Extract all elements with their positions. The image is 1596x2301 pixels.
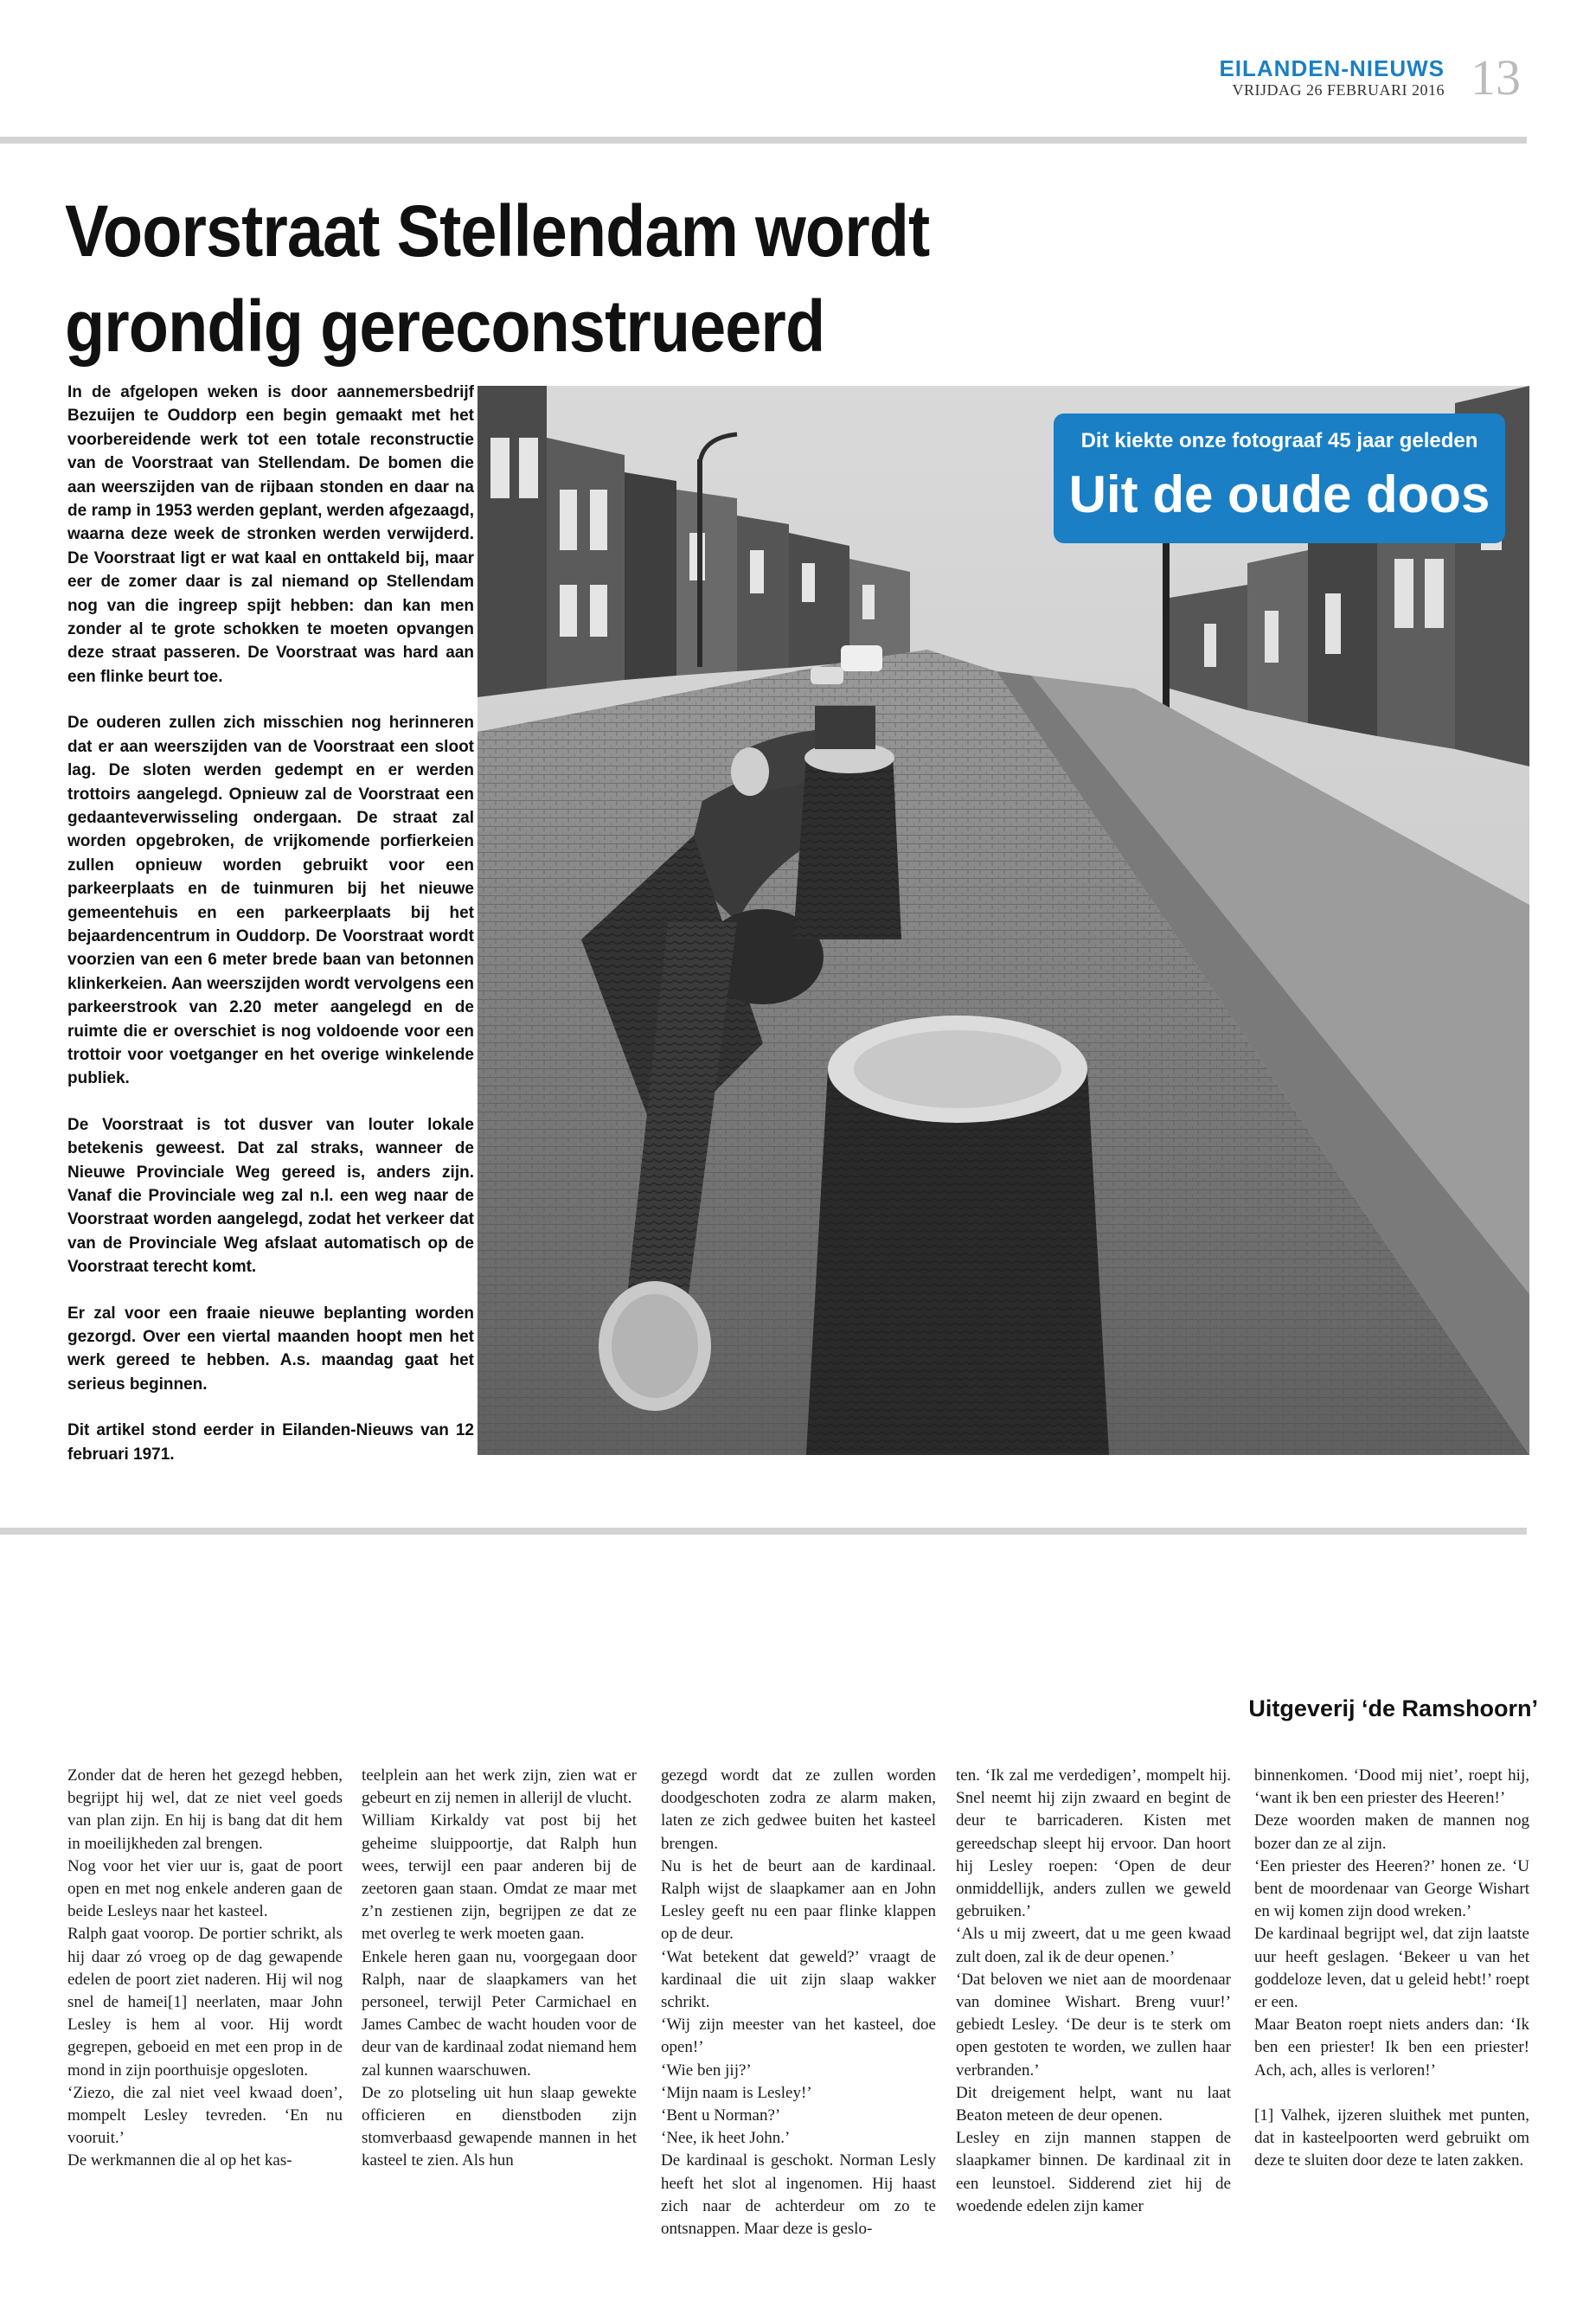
serial-column-1 [67,1765,343,2173]
section-badge [1054,413,1505,543]
article-paragraph: Dit artikel stond eerder in Eilanden-Nieuws van 12 februari 1971. [67,1421,474,1464]
top-divider [0,137,1527,144]
article-headline: Voorstraat Stellendam wordt grondig gereconstrueerd [65,190,930,367]
serial-paragraph: De werkmannen die al op het kas- [67,2151,292,2170]
serial-paragraph: ‘Wat betekent dat geweld?’ vraagt de kardinaal die uit zijn slaap wakker schrikt. [661,1947,936,2012]
article-paragraph: Er zal voor een fraaie nieuwe beplanting worden gezorgd. Over een viertal maanden hoopt men het werk gereed te hebben. A.s. maandag gaat het serieus beginnen. [67,1304,474,1394]
issue-date: VRIJDAG 26 FEBRUARI 2016 [1232,81,1445,99]
serial-paragraph: Zonder dat de heren het gezegd hebben, begrijpt hij wel, dat ze niet veel goeds van plan zijn. En hij is bang dat dit hem in moeilijkheden zal brengen. [67,1766,343,1853]
serial-paragraph: De kardinaal is geschokt. Norman Lesly heeft het slot al ingenomen. Hij haast zich naar de achterdeur om zo te ontsnappen. Maar deze is geslo- [661,2151,936,2239]
article-paragraph: De ouderen zullen zich misschien nog herinneren dat er aan weerszijden van de Voorstraat een sloot lag. De sloten werden gedempt en er werden trottoirs aangelegd. Opnieuw zal de Voorstraat een gedaanteverwisseling ondergaan. De straat zal worden opgebroken, de vrijkomende porfierkeien zullen opnieuw worden gebruikt voor een parkeerplaats en de tuinmuren bij het nieuwe gemeentehuis en een parkeerplaats bij het bejaardencentrum in Ouddorp. De Voorstraat wordt voorzien van een 6 meter brede baan van betonnen klinkerkeien. Aan weerszijden wordt vervolgens een parkeerstrook van 2.20 meter aangelegd en de ruimte die er overschiet is nog voldoende voor een trottoir voor voetganger en het overige winkelende publiek. [67,714,474,1088]
publisher-credit: Uitgeverij ‘de Ramshoorn’ [1248,1695,1538,1721]
serial-paragraph: ‘Wij zijn meester van het kasteel, doe open!’ [661,2016,936,2057]
serial-paragraph: William Kirkaldy vat post bij het geheime sluippoortje, dat Ralph hun wees, terwijl een paar anderen bij de zeetoren gaan staan. Omdat ze maar met z’n zestienen zijn, begrijpen ze dat ze met overleg te werk moeten gaan. [362,1811,637,1944]
serial-column-4 [956,1765,1231,2218]
street-photo [478,386,1529,1455]
masthead [1211,55,1445,99]
serial-paragraph: ten. ‘Ik zal me verdedigen’, mompelt hij. Snel neemt hij zijn zwaard en begint de deur te barricaderen. Kisten met gereedschap sleept hij ervoor. Dan hoort hij Lesley roepen: ‘Open de deur onmiddellijk, anders zullen we geweld gebruiken.’ [956,1766,1231,1921]
street-photo-illustration [478,386,1529,1455]
serial-paragraph: Maar Beaton roept niets anders dan: ‘Ik ben een priester! Ik ben een priester! Ach, ach, alles is verloren!’ [1254,2016,1529,2080]
serial-paragraph: ‘Dat beloven we niet aan de moordenaar van dominee Wishart. Breng vuur!’ gebiedt Lesley. ‘De deur is te sterk om open gestoten te worden, we zullen haar verbranden.’ [956,1970,1231,2080]
serial-paragraph [1254,2082,1529,2105]
serial-paragraph: binnenkomen. ‘Dood mij niet’, roept hij, ‘want ik ben een priester des Heeren!’ [1254,1766,1529,1808]
article-paragraph: In de afgelopen weken is door aannemersbedrijf Bezuijen te Ouddorp een begin gemaakt met het voorbereidende werk tot een totale reconstructie van de Voorstraat van Stellendam. De bomen die aan weerszijden van de rijbaan stonden en daar na de ramp in 1953 werden geplant, werden afgezaagd, waarna deze week de stronken werden verwijderd. De Voorstraat ligt er wat kaal en onttakeld bij, maar eer de zomer daar is zal niemand op Stellendam nog van die ingreep spijt hebben: dan kan men zonder al te grote schokken te moeten opvangen deze straat passeren. De Voorstraat was hard aan een flinke beurt toe. [67,383,474,686]
serial-paragraph: ‘Nee, ik heet John.’ [661,2129,791,2148]
serial-paragraph: ‘Wie ben jij?’ [661,2061,752,2080]
badge-subtitle: Dit kiekte onze fotograaf 45 jaar geleden [1080,429,1478,452]
article-paragraph: De Voorstraat is tot dusver van louter lokale betekenis geweest. Dat zal straks, wanneer de Nieuwe Provinciale Weg gereed is, anders zijn. Vanaf die Provinciale weg zal n.l. een weg naar de Voorstraat worden aangelegd, zodat het verkeer dat van de Provinciale Weg afslaat automatisch op de Voorstraat terecht komt. [67,1115,474,1277]
serial-column-3 [661,1765,936,2240]
serial-paragraph: ‘Als u mij zweert, dat u me geen kwaad zult doen, zal ik de deur openen.’ [956,1925,1231,1966]
serial-paragraph: Ralph gaat voorop. De portier schrikt, als hij daar zó vroeg op de dag gewapende edelen de poort ziet naderen. Hij wil nog snel de hamei[1] neerlaten, maar John Lesley is hem al voor. Hij wordt gegrepen, geboeid en met een prop in de mond in zijn poorthuisje opgesloten. [67,1925,343,2080]
serial-paragraph: Nog voor het vier uur is, gaat de poort open en met nog enkele anderen gaan de beide Lesleys naar het kasteel. [67,1856,343,1921]
serial-paragraph: Enkele heren gaan nu, voorgegaan door Ralph, naar de slaapkamers van het personeel, terwijl Peter Carmichael en James Cambec de wacht houden voor de deur van de kardinaal zodat niemand hem zal kunnen waarschuwen. [362,1947,637,2080]
badge-title: Uit de oude doos [1068,465,1490,523]
serial-paragraph: Deze woorden maken de mannen nog bozer dan ze al zijn. [1254,1811,1529,1853]
serial-column-5 [1254,1765,1529,2172]
serial-paragraph: ‘Mijn naam is Lesley!’ [661,2083,812,2102]
section-divider [0,1528,1527,1535]
article-body [67,381,474,1489]
serial-column-2 [362,1765,637,2173]
paper-name: EILANDEN-NIEUWS [1219,55,1445,81]
serial-paragraph: ‘Een priester des Heeren?’ honen ze. ‘U bent de moordenaar van George Wishart en wij komen zijn dood wreken.’ [1254,1856,1529,1921]
serial-paragraph: De zo plotseling uit hun slaap gewekte officieren en dienstboden zijn stomverbaasd gewapende mannen in het kasteel te zien. Als hun [362,2083,637,2170]
page-number: 13 [1471,49,1521,106]
serial-paragraph: ‘Bent u Norman?’ [661,2106,781,2125]
serial-paragraph: Dit dreigement helpt, want nu laat Beaton meteen de deur openen. [956,2083,1231,2125]
footnote: [1] Valhek, ijzeren sluithek met punten, dat in kasteelpoorten werd gebruikt om deze te sluiten door deze te laten zakken. [1254,2106,1529,2170]
car [811,667,843,684]
serial-paragraph: Lesley en zijn mannen stappen de slaapkamer binnen. De kardinaal zit in een leunstoel. Sidderend ziet hij de woedende edelen zijn kamer [956,2129,1231,2215]
serial-paragraph: gezegd wordt dat ze zullen worden doodgeschoten zodra ze alarm maken, laten ze zich gedwee buiten het kasteel brengen. [661,1766,936,1853]
serial-paragraph: De kardinaal begrijpt wel, dat zijn laatste uur heeft geslagen. ‘Bekeer u van het goddeloze leven, dat u geleid hebt!’ roept er een. [1254,1925,1529,2012]
serial-paragraph: ‘Ziezo, die zal niet veel kwaad doen’, mompelt Lesley tevreden. ‘En nu vooruit.’ [67,2083,343,2148]
serial-paragraph: Nu is het de beurt aan de kardinaal. Ralph wijst de slaapkamer aan en John Lesley geeft nu een paar flinke klappen op de deur. [661,1856,936,1944]
serial-paragraph: teelplein aan het werk zijn, zien wat er gebeurt en zij nemen in allerijl de vlucht. [362,1766,637,1808]
car [841,645,882,671]
